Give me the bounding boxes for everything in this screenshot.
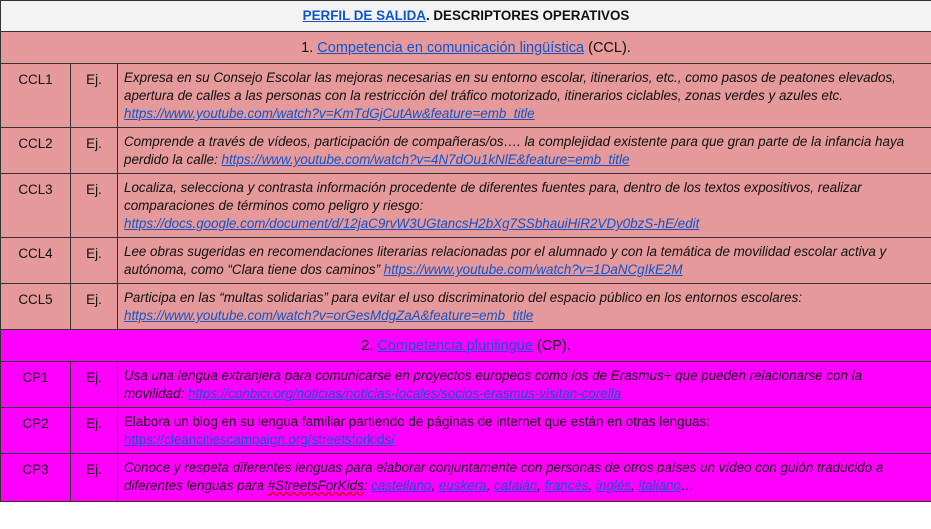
descriptor-code: CCL5 <box>1 284 71 330</box>
table-row-cp3 <box>1 454 931 502</box>
separator: , <box>537 478 545 493</box>
lang-link-ingles[interactable]: inglés <box>596 478 632 493</box>
competencia-cp-link[interactable]: Competencia plurilingüe <box>377 337 533 354</box>
table-row-cp2 <box>1 408 931 454</box>
separator: , <box>631 478 639 493</box>
example-label: Ej. <box>71 362 118 408</box>
colon: : <box>363 478 372 493</box>
example-label: Ej. <box>71 238 118 284</box>
example-link[interactable]: https://www.youtube.com/watch?v=4N7dOu1kNlE&feature=emb_title <box>221 152 630 167</box>
descriptor-code: CCL3 <box>1 174 71 238</box>
section-number: 1. <box>301 39 318 56</box>
table-row-ccl1 <box>1 64 931 128</box>
section-number: 2. <box>361 337 378 354</box>
example-label: Ej. <box>71 64 118 128</box>
descriptor-code: CP2 <box>1 408 71 454</box>
section-header-cp <box>1 330 931 362</box>
separator: , <box>486 478 495 493</box>
lang-link-catalan[interactable]: catalán <box>494 478 538 493</box>
lang-link-castellano[interactable]: castellano <box>371 478 432 493</box>
example-label: Ej. <box>71 454 118 502</box>
example-link[interactable]: https://docs.google.com/document/d/12jaC9rvW3UGtancsH2bXg7SSbhauiHiR2VDy0bzS-hE/edit <box>124 216 700 231</box>
descriptor-text: Expresa en su Consejo Escolar las mejoras necesarias en su entorno escolar, itinerarios, etc., como pasos de peatones elevados, apertura de calles a las personas con la restricción del tráfico motorizado, itinerarios ciclables, zonas verdes y azules etc. <box>124 70 896 103</box>
example-label: Ej. <box>71 408 118 454</box>
descriptor-text: Lee obras sugeridas en recomendaciones literarias relacionadas por el alumnado y con la temática de movilidad escolar activa y autónoma, como “Clara tiene dos caminos” <box>124 244 887 277</box>
descriptor-code: CP3 <box>1 454 71 502</box>
section-abbrev: (CCL). <box>584 39 631 56</box>
descriptor-text: Elabora un blog en su lengua familiar partiendo de páginas de internet que están en otras lenguas: <box>124 414 710 429</box>
descriptor-text: Localiza, selecciona y contrasta información procedente de diferentes fuentes para, dentro de los textos expositivos, realizar comparaciones de términos como peligro y riesgo: <box>124 180 862 213</box>
descriptor-code: CCL2 <box>1 128 71 174</box>
section-header-ccl <box>1 32 931 64</box>
lang-link-euskera[interactable]: euskera <box>438 478 487 493</box>
descriptor-code: CCL1 <box>1 64 71 128</box>
table-row-ccl3 <box>1 174 931 238</box>
example-link[interactable]: https://cleancitiescampaign.org/streetsforkids/ <box>124 432 395 447</box>
table-row-ccl4 <box>1 238 931 284</box>
table-row-cp1 <box>1 362 931 408</box>
lang-link-italiano[interactable]: italiano <box>638 478 681 493</box>
table-row-ccl5 <box>1 284 931 330</box>
title-rest: . DESCRIPTORES OPERATIVOS <box>425 8 630 23</box>
example-label: Ej. <box>71 284 118 330</box>
example-label: Ej. <box>71 174 118 238</box>
table-row-ccl2 <box>1 128 931 174</box>
descriptor-code: CP1 <box>1 362 71 408</box>
table-title-row <box>1 1 931 32</box>
descriptor-code: CCL4 <box>1 238 71 284</box>
perfil-de-salida-link[interactable]: PERFIL DE SALIDA <box>302 8 426 23</box>
example-link[interactable]: https://conbici.org/noticias/noticias-locales/socios-erasmus-visitan-corella <box>188 386 622 401</box>
hashtag: #StreetsForKids <box>267 478 364 493</box>
descriptor-text: Conoce y respeta diferentes lenguas para elaborar conjuntamente con personas de otros países un vídeo con guión traducido a diferentes lenguas para <box>124 460 884 493</box>
example-label: Ej. <box>71 128 118 174</box>
descriptor-text: Participa en las “multas solidarias” para evitar el uso discriminatorio del espacio público en los entornos escolares: <box>124 290 803 305</box>
lang-link-frances[interactable]: francés <box>544 478 589 493</box>
ellipsis: … <box>680 478 695 493</box>
section-abbrev: (CP). <box>532 337 571 354</box>
separator: , <box>588 478 597 493</box>
table-title <box>1 1 931 32</box>
example-link[interactable]: https://www.youtube.com/watch?v=1DaNCgIkE2M <box>383 262 683 277</box>
separator: , <box>431 478 439 493</box>
descriptor-text: Usa una lengua extranjera para comunicarse en proyectos europeos como los de Erasmus+ que pueden relacionarse con la movilidad: <box>124 368 863 401</box>
competencia-ccl-link[interactable]: Competencia en comunicación lingüística <box>317 39 585 56</box>
example-link[interactable]: https://www.youtube.com/watch?v=orGesMdgZaA&feature=emb_title <box>124 308 534 323</box>
descriptor-text: Comprende a través de vídeos, participación de compañeras/os…. la complejidad existente para que gran parte de la infancia haya perdido la calle: <box>124 134 905 167</box>
example-link[interactable]: https://www.youtube.com/watch?v=KmTdGjCutAw&feature=emb_title <box>124 106 535 121</box>
